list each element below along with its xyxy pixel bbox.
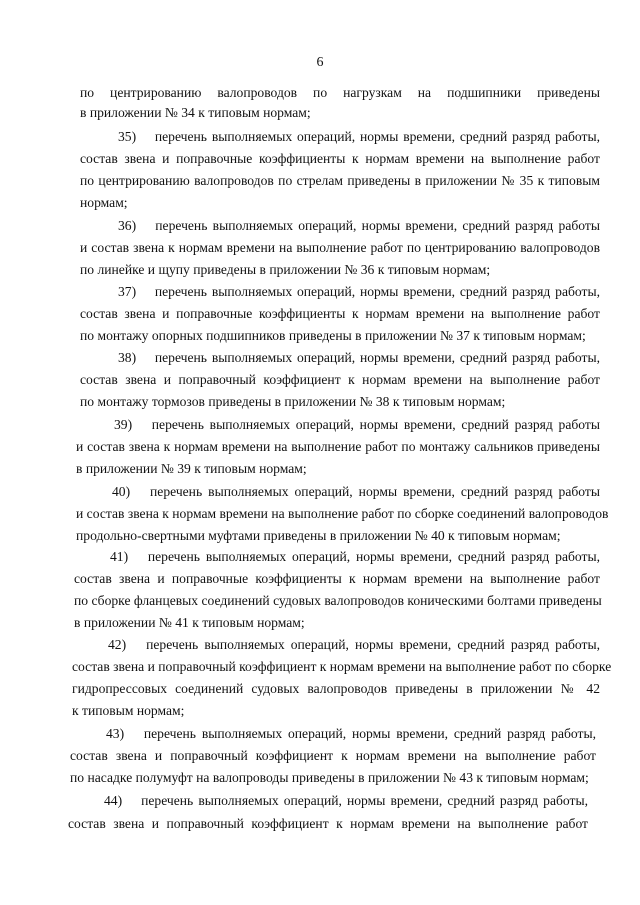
first-line [112, 483, 600, 501]
paragraph-line: и состав звена к нормам времени на выполнение работ по монтажу сальников приведены [76, 439, 600, 454]
paragraph-line: и состав звена к нормам времени на выполнение работ по сборке соединений валопроводов [76, 506, 609, 521]
item-number: 35) [118, 129, 137, 144]
item-number: 36) [118, 218, 137, 233]
paragraph-line: в приложении № 34 к типовым нормам; [80, 105, 311, 120]
paragraph-line: перечень выполняемых операций, нормы времени, средний разряд работы [155, 218, 600, 233]
paragraph-line: перечень выполняемых операций, нормы времени, средний разряд работы, [146, 637, 600, 652]
paragraph-line: перечень выполняемых операций, нормы времени, средний разряд работы, [143, 726, 596, 741]
paragraph-line: по центрированию валопроводов по стрелам приведены в приложении № 35 к типовым [80, 173, 600, 188]
item-number: 38) [118, 350, 137, 365]
first-line [114, 416, 600, 434]
item-number: 39) [114, 417, 133, 432]
item-number: 42) [108, 637, 127, 652]
page-number: 6 [316, 55, 324, 70]
paragraph-line: в приложении № 39 к типовым нормам; [76, 461, 307, 476]
paragraph-line: перечень выполняемых операций, нормы времени, средний разряд работы [150, 484, 600, 499]
paragraph-line: перечень выполняемых операций, нормы времени, средний разряд работы [151, 417, 600, 432]
first-line [110, 548, 600, 566]
paragraph-line: к типовым нормам; [72, 703, 185, 718]
paragraph-line: перечень выполняемых операций, нормы времени, средний разряд работы, [141, 793, 588, 808]
item-number: 43) [106, 726, 125, 741]
paragraph-line: перечень выполняемых операций, нормы времени, средний разряд работы, [154, 350, 600, 365]
paragraph-line: по линейке и щупу приведены в приложении № 36 к типовым нормам; [80, 262, 491, 277]
paragraph-line: состав звена и поправочные коэффициенты к нормам времени на выполнение работ [80, 151, 600, 166]
paragraph-line: состав звена и поправочный коэффициент к нормам времени на выполнение работ [80, 372, 600, 387]
paragraph-line: нормам; [80, 195, 128, 210]
paragraph-line: перечень выполняемых операций, нормы времени, средний разряд работы, [154, 129, 600, 144]
paragraph-line: состав звена и поправочный коэффициент к нормам времени на выполнение работ [70, 748, 596, 763]
item-number: 40) [112, 484, 131, 499]
paragraph-line: по центрированию валопроводов по нагрузкам на подшипники приведены [80, 85, 600, 100]
paragraph-line: перечень выполняемых операций, нормы времени, средний разряд работы, [154, 284, 600, 299]
paragraph-line: перечень выполняемых операций, нормы времени, средний разряд работы, [147, 549, 600, 564]
item-number: 44) [104, 793, 123, 808]
paragraph-line: гидропрессовых соединений судовых валопроводов приведены в приложении № 42 [72, 681, 600, 696]
paragraph-line: состав звена и поправочные коэффициенты к нормам времени на выполнение работ [74, 571, 600, 586]
paragraph-line: и состав звена к нормам времени на выполнение работ по центрированию валопроводов [80, 240, 600, 255]
first-line [118, 128, 600, 146]
paragraph-line: по монтажу тормозов приведены в приложении № 38 к типовым нормам; [80, 394, 506, 409]
paragraph-line: в приложении № 41 к типовым нормам; [74, 615, 305, 630]
first-line [108, 636, 600, 654]
paragraph-line: по монтажу опорных подшипников приведены в приложении № 37 к типовым нормам; [80, 328, 586, 343]
first-line [118, 217, 600, 235]
first-line [118, 349, 600, 367]
item-number: 41) [110, 549, 129, 564]
paragraph-line: состав звена и поправочные коэффициенты к нормам времени на выполнение работ [80, 306, 600, 321]
item-number: 37) [118, 284, 137, 299]
paragraph-line: по сборке фланцевых соединений судовых валопроводов коническими болтами приведены [74, 593, 602, 608]
first-line [118, 283, 600, 301]
first-line [106, 725, 596, 743]
paragraph-line: по насадке полумуфт на валопроводы приведены в приложении № 43 к типовым нормам; [70, 770, 589, 785]
first-line [104, 792, 588, 810]
paragraph-line: продольно-свертными муфтами приведены в приложении № 40 к типовым нормам; [76, 528, 561, 543]
paragraph-line: состав звена и поправочный коэффициент к нормам времени на выполнение работ [68, 816, 588, 831]
paragraph-line: состав звена и поправочный коэффициент к нормам времени на выполнение работ по сборке [72, 659, 612, 674]
